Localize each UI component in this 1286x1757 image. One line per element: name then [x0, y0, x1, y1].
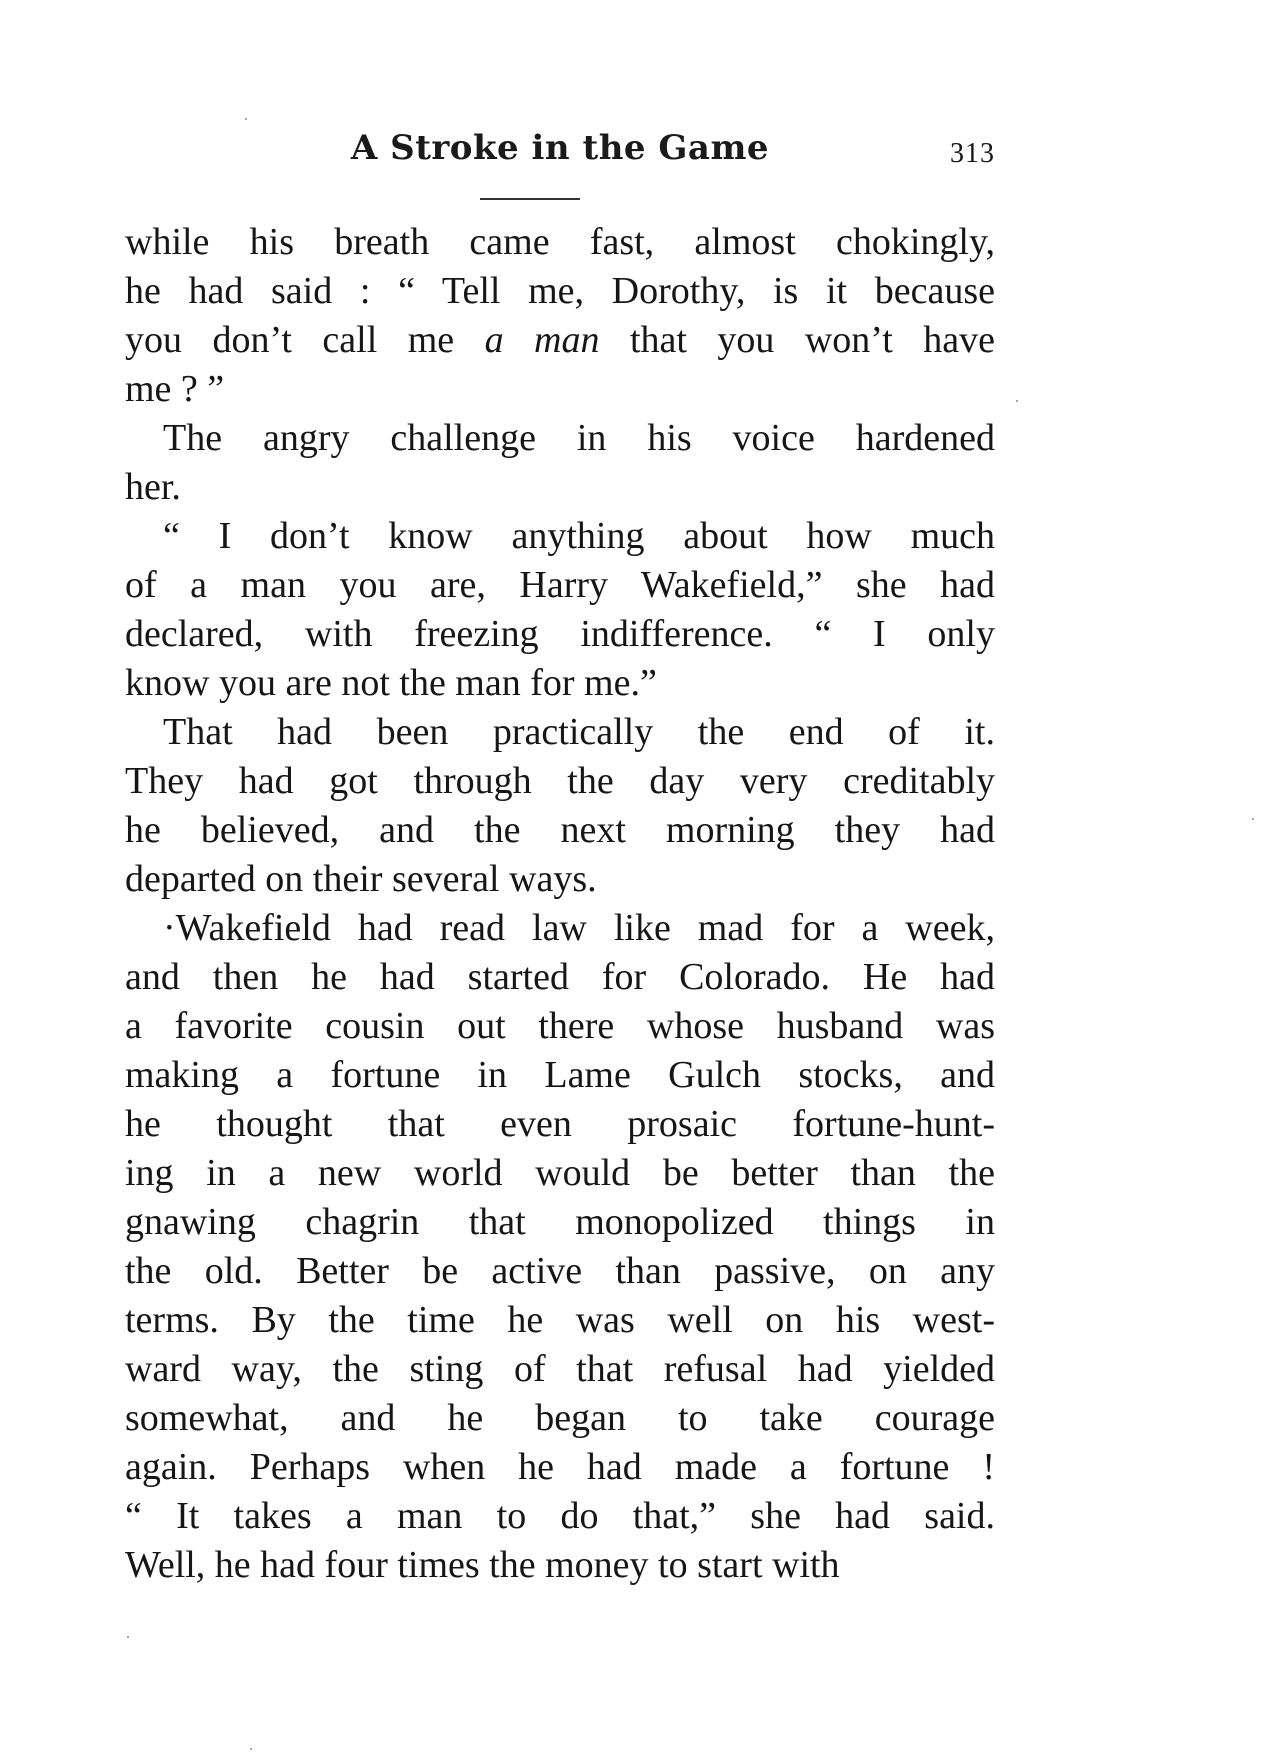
body-text: [125, 218, 995, 1590]
text-line: somewhat, and he began to take courage: [125, 1397, 995, 1439]
text-segment: you don’t call me: [125, 319, 485, 361]
text-line: ward way, the sting of that refusal had yielded: [125, 1348, 995, 1390]
text-line: know you are not the man for me.”: [125, 662, 657, 704]
text-line: They had got through the day very creditably: [125, 760, 995, 802]
text-line: again. Perhaps when he had made a fortune !: [125, 1446, 995, 1488]
text-line: “ I don’t know anything about how much: [163, 515, 995, 557]
text-line: gnawing chagrin that monopolized things in: [125, 1201, 995, 1243]
text-line: of a man you are, Harry Wakefield,” she had: [125, 564, 995, 606]
text-line: me ? ”: [125, 368, 225, 410]
text-line: Well, he had four times the money to start with: [125, 1544, 840, 1586]
text-line: making a fortune in Lame Gulch stocks, and: [125, 1054, 995, 1096]
text-line: he had said : “ Tell me, Dorothy, is it because: [125, 270, 995, 312]
scan-speck: [250, 1748, 252, 1750]
text-segment: that you won’t have: [599, 319, 996, 361]
text-line: the old. Better be active than passive, on any: [125, 1250, 995, 1292]
page-number: 313: [950, 138, 995, 169]
text-line: terms. By the time he was well on his west-: [125, 1299, 995, 1341]
text-line: he believed, and the next morning they had: [125, 809, 995, 851]
running-title: A Stroke in the Game: [350, 128, 770, 168]
text-line: a favorite cousin out there whose husband was: [125, 1005, 995, 1047]
text-line: [125, 316, 995, 365]
text-line: he thought that even prosaic fortune-hunt-: [125, 1103, 995, 1145]
text-line: departed on their several ways.: [125, 858, 597, 900]
text-line: declared, with freezing indifference. “ I only: [125, 613, 995, 655]
scan-speck: [127, 1636, 129, 1638]
header-rule: [480, 198, 580, 200]
scan-speck: [1252, 818, 1254, 820]
emphasis-text: a man: [484, 319, 600, 361]
text-line: and then he had started for Colorado. He had: [125, 956, 995, 998]
text-line: while his breath came fast, almost chokingly,: [125, 221, 995, 263]
text-line: ing in a new world would be better than the: [125, 1152, 995, 1194]
scan-speck: [1016, 400, 1018, 402]
text-line: her.: [125, 466, 181, 508]
text-line: ·Wakefield had read law like mad for a week,: [163, 907, 995, 949]
text-line: The angry challenge in his voice hardened: [163, 417, 995, 459]
text-line: “ It takes a man to do that,” she had said.: [125, 1495, 995, 1537]
text-line: That had been practically the end of it.: [163, 711, 995, 753]
page-header: [125, 128, 995, 188]
scan-speck: [245, 118, 247, 120]
